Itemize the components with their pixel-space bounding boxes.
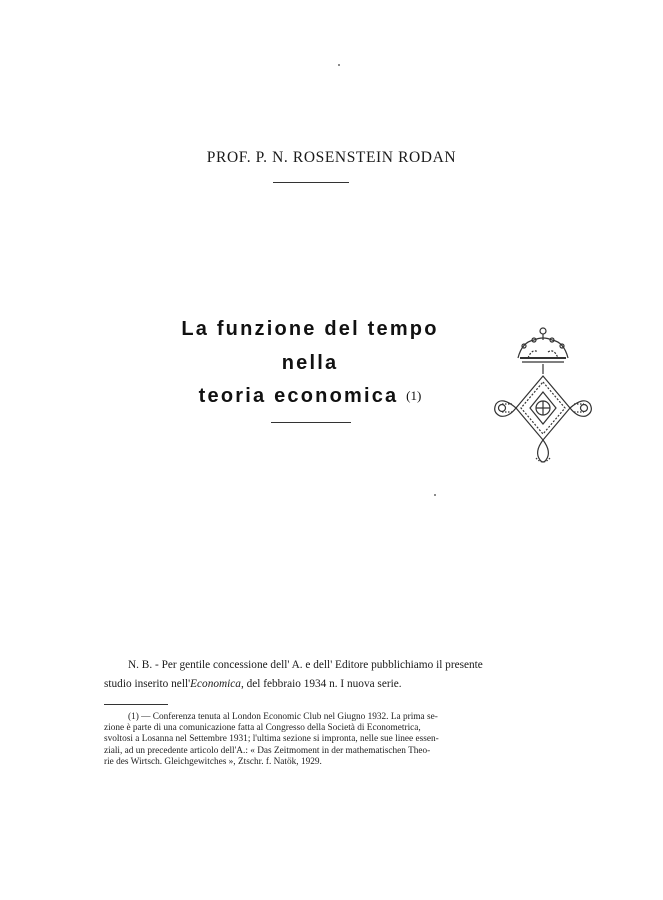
- footnote-line-1: (1) — Conferenza tenuta al London Economic Club nel Giugno 1932. La prima se-: [128, 712, 438, 722]
- title-footnote-ref: (1): [406, 388, 422, 403]
- editorial-note: [104, 656, 529, 694]
- note-line-2-post: , del febbraio 1934 n. I nuova serie.: [240, 678, 402, 690]
- title-line-3: [150, 385, 470, 408]
- footnote-line-2: zione è parte di una comunicazione fatta al Congresso della Società di Econometrica,: [104, 723, 421, 734]
- footnote: [104, 712, 529, 768]
- note-journal: Economica: [190, 678, 241, 690]
- footnote-line-5: rie des Wirtsch. Gleichgewitches », Ztschr. f. Natök, 1929.: [104, 756, 322, 767]
- title-rule: [271, 422, 351, 423]
- footnote-separator: [104, 704, 168, 705]
- author-line: PROF. P. N. ROSENSTEIN RODAN: [206, 149, 457, 166]
- title-line-2: nella: [281, 352, 339, 374]
- title-line-1: La funzione del tempo: [181, 318, 439, 340]
- note-line-2: [104, 675, 529, 694]
- note-line-1: N. B. - Per gentile concessione dell' A. e dell' Editore pubblichiamo il presente: [128, 659, 483, 671]
- footnote-line-4: ziali, ad un precedente articolo dell'A.: « Das Zeitmoment in der mathematischen Theo-: [104, 745, 431, 756]
- author-rule: [273, 182, 349, 183]
- crowned-knot-emblem-icon: [488, 318, 598, 468]
- speck: [434, 494, 436, 496]
- note-line-2-pre: studio inserito nell': [104, 678, 191, 690]
- footnote-line-3: svoltosi a Losanna nel Settembre 1931; l'ultima sezione si impronta, nelle sue linee essen-: [104, 734, 439, 745]
- speck: [338, 64, 340, 66]
- title-line-3-text: teoria economica: [198, 385, 399, 407]
